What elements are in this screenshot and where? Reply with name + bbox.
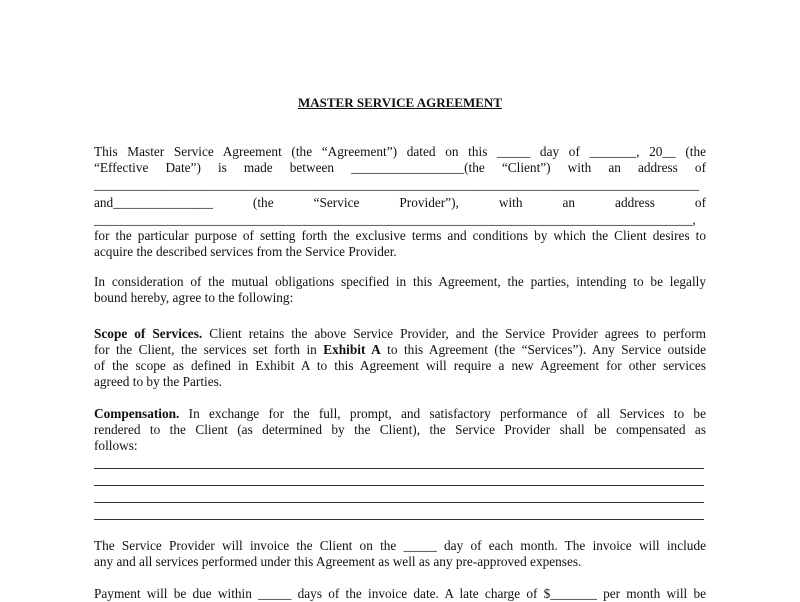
compensation-line-1 <box>94 406 706 422</box>
fill-in-line[interactable] <box>94 468 704 469</box>
scope-line-4: agreed to by the Parties. <box>94 374 223 389</box>
compensation-heading: Compensation. <box>94 406 180 421</box>
intro-blank-line: ___________________________________________________________________________________________ <box>94 177 700 192</box>
payment-line-1: Payment will be due within _____ days of the invoice date. A late charge of $_______ per month will be <box>94 586 706 601</box>
invoice-line-1: The Service Provider will invoice the Client on the _____ day of each month. The invoice will include <box>94 538 706 553</box>
scope-line-3: of the scope as defined in Exhibit A to this Agreement will require a new Agreement for other services <box>94 358 706 373</box>
intro-line-6: for the particular purpose of setting forth the exclusive terms and conditions by which the Client desires to <box>94 228 706 243</box>
fill-in-line[interactable] <box>94 485 704 486</box>
scope-text: to this Agreement (the “Services”). Any Service outside <box>380 342 706 357</box>
intro-line-2: “Effective Date”) is made between _________________(the “Client”) with an address of <box>94 160 706 175</box>
compensation-line-2: rendered to the Client (as determined by the Client), the Service Provider shall be compensated as <box>94 422 706 437</box>
intro-line-7: acquire the described services from the Service Provider. <box>94 244 397 259</box>
invoice-line-2: any and all services performed under this Agreement as well as any pre-approved expenses. <box>94 554 582 569</box>
scope-text: for the Client, the services set forth in <box>94 342 324 357</box>
consideration-line-2: bound hereby, agree to the following: <box>94 290 294 305</box>
scope-heading: Scope of Services. <box>94 326 203 341</box>
fill-in-line[interactable] <box>94 502 704 503</box>
compensation-text: In exchange for the full, prompt, and satisfactory performance of all Services to be <box>179 406 706 421</box>
intro-line-4: and_______________ (the “Service Provider”), with an address of <box>94 195 706 210</box>
fill-in-line[interactable] <box>94 519 704 520</box>
scope-text: Client retains the above Service Provider, and the Service Provider agrees to perform <box>202 326 706 341</box>
scope-line-2 <box>94 342 706 358</box>
scope-line-1 <box>94 326 706 342</box>
consideration-line-1: In consideration of the mutual obligations specified in this Agreement, the parties, intending to be legally <box>94 274 706 289</box>
page-title: MASTER SERVICE AGREEMENT <box>298 95 502 110</box>
compensation-line-3: follows: <box>94 438 138 453</box>
intro-line-1: This Master Service Agreement (the “Agreement”) dated on this _____ day of _______, 20__ (the <box>94 144 706 159</box>
exhibit-a-ref: Exhibit A <box>323 342 381 357</box>
intro-blank-line-2: __________________________________________________________________________________________, <box>94 212 696 227</box>
